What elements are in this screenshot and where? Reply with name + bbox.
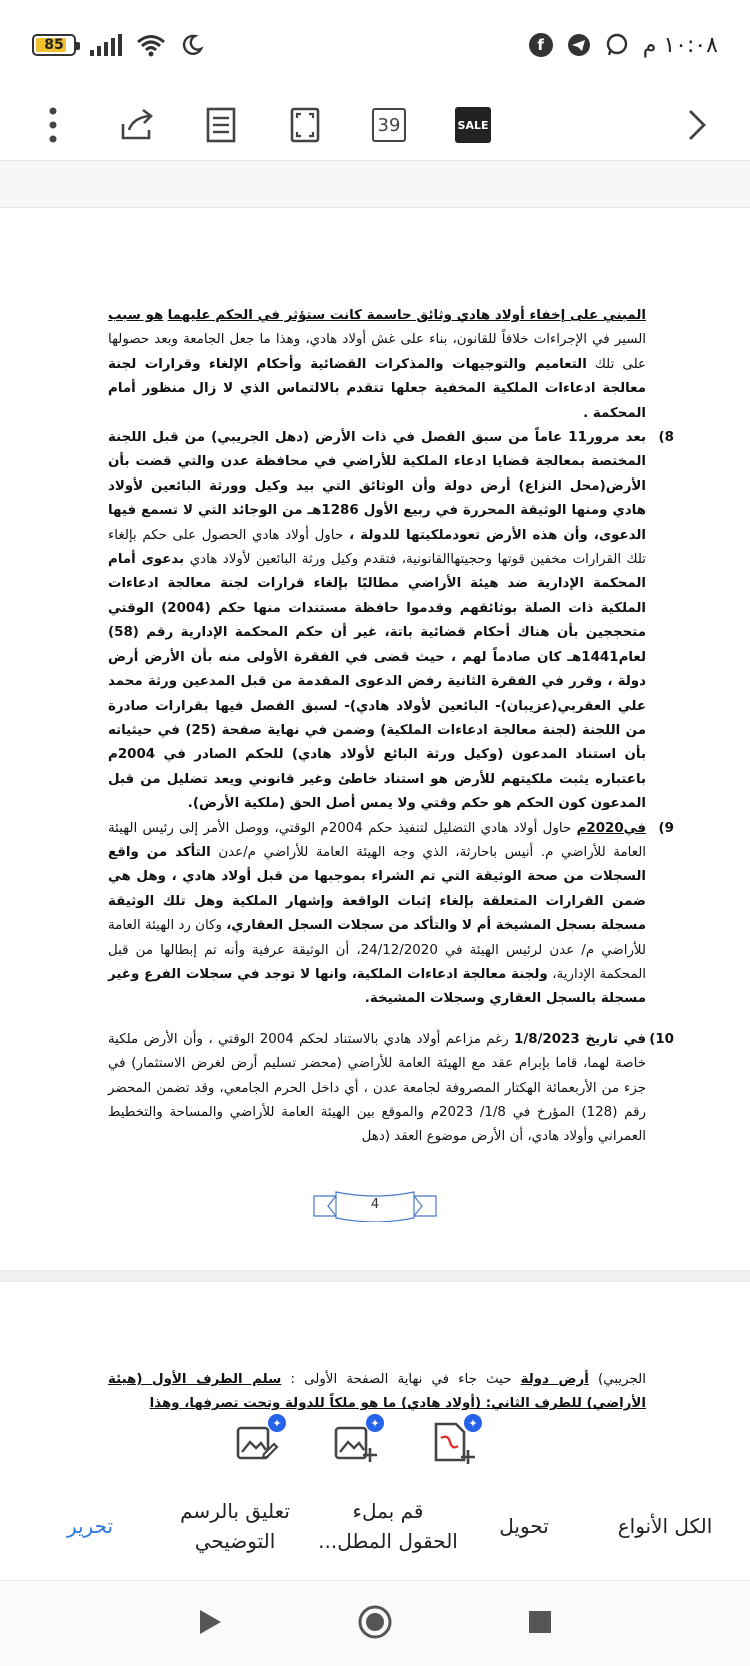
image-edit-icon[interactable] <box>234 1416 282 1466</box>
document-page <box>0 208 750 1270</box>
status-bar <box>0 0 750 90</box>
edit-button[interactable]: تحرير <box>66 1514 114 1538</box>
document-text <box>108 304 674 1150</box>
whatsapp-icon <box>605 33 629 57</box>
toolbar <box>0 90 750 160</box>
fullscreen-icon[interactable] <box>282 102 328 148</box>
moon-icon <box>180 33 204 57</box>
navigation-bar <box>0 1580 750 1666</box>
play-icon[interactable] <box>197 1608 223 1640</box>
ai-badge-icon: ✦ <box>366 1414 384 1432</box>
record-icon[interactable] <box>357 1604 393 1644</box>
document-text-next: الجريبي) أرض دولة حيث جاء في نهاية الصفحة الأولى : سلم الطرف الأول (هيئة الأراضي) للطرف الثاني: (أولاد هادي) ما هو ملكاً للدولة وتحت تصرفها، وهذا <box>108 1372 646 1412</box>
page-separator <box>0 160 750 208</box>
reader-icon[interactable] <box>198 102 244 148</box>
action-row <box>0 1478 750 1574</box>
page-number: 4 <box>370 1197 380 1212</box>
signal-icon <box>90 34 122 56</box>
fill-fields-button[interactable]: قم بملء الحقول المطل... <box>318 1499 458 1553</box>
ai-badge-icon: ✦ <box>268 1414 286 1432</box>
ai-badge-icon: ✦ <box>464 1414 482 1432</box>
item-9: 9) في2020م حاول أولاد هادي التضليل لتنفيذ حكم 2004م الوقتي، ووصل الأمر إلى رئيس الهيئة العامة للأراضي م. أنيس باحارثة، الذي وجه الهيئة العامة للأراضي م/عدن التأكد من واقع السجلات من صحة الوثيقة التي تم الشراء بموجبها من قبل أولاد هادي ، وهل هي ضمن القرارات المتعلقة بإلغاء إثبات الواقعة وإشهار الملكية وهل تلك الوثيقة مسجلة بسجل المشيخة أم لا والتأكد من سجلات السجل العقاري، وكان رد الهيئة العامة للأراضي م/ عدن لرئيس الهيئة في 24/12/2020، أن الوثيقة عرفية وأنه تم إبطالها من قبل المحكمة الإدارية، ولجنة معالجة ادعاءات الملكية، وانها لا توجد في سجلات الفرع وغير مسجلة بالسجل العقاري وسجلات المشيخة. <box>108 820 674 1007</box>
item-10: 10) في تاريخ 1/8/2023 رغم مزاعم أولاد هادي بالاستناد لحكم 2004 الوقتي ، وأن الأرض ملكية خاصة لهما، قاما بإبرام عقد مع الهيئة العامة للأراضي (محضر تسليم أرض لغرض الاستثمار) في جزء من الأربعمائة الهكتار المصروفة لجامعة عدن ، أي داخل الحرم الجامعي، وقد تضمن المحضر رقم (128) المؤرخ في 1/8/ 2023م والموقع بين الهيئة العامة للأراضي والمساحة والتخطيط العمراني وأولاد هادي، أن الأرض موضوع العقد (دهل <box>108 1031 674 1145</box>
facebook-icon: f <box>529 33 553 57</box>
more-icon[interactable] <box>30 102 76 148</box>
wifi-icon <box>136 33 166 57</box>
convert-button[interactable]: تحويل <box>499 1514 549 1538</box>
sale-icon[interactable]: SALE <box>450 102 496 148</box>
annotate-button[interactable]: تعليق بالرسم التوضيحي <box>180 1499 290 1553</box>
pdf-ai-icon[interactable] <box>430 1416 478 1466</box>
document-page-next <box>0 1282 750 1412</box>
battery-icon <box>32 34 76 56</box>
status-left <box>32 33 204 57</box>
intro-paragraph: المبني على إخفاء أولاد هادي وثائق حاسمة كانت ستؤثر في الحكم عليهما هو سبب السير في الإجراءات خلافاً للقانون، بناء على غش أولاد هادي، وهذا ما جعل الجامعة وبعد حصولها على تلك التعاميم والتوجيهات والمذكرات القضائية وأحكام الإلغاء وقرارات لجنة معالجة ادعاءات الملكية المخفية جعلها تتقدم بالالتماس الذي لا زال منظور أمام المحكمة . <box>108 308 646 421</box>
telegram-icon <box>567 33 591 57</box>
forward-icon[interactable] <box>674 102 720 148</box>
page-count[interactable]: 39 <box>366 102 412 148</box>
bottom-toolbar <box>0 1412 750 1580</box>
item-8: 8) بعد مرور11 عاماً من سبق الفصل في ذات الأرض (دهل الجريبي) من قبل اللجنة المختصة بمعالجة قضايا ادعاء الملكية للأراضي في محافظة عدن والتي قضت بأن الأرض(محل النزاع) أرض دولة وأن الوثائق التي بيد وكيل وورثة البائعين لأولاد هادي ومنها الوثيقة المحررة في ربيع الأول 1286هـ من الوجائد التي لا تسمع فيها الدعوى، وأن هذه الأرض تعودملكيتها للدولة ، حاول أولاد هادي الحصول على حكم بإلغاء تلك القرارات مخفين قوتها وحجيتهاالقانونية، فتقدم وكيل ورثة البائعين لأولاد هادي بدعوى أمام المحكمة الإدارية ضد هيئة الأراضي مطالبًا بإلغاء قرارات لجنة معالجة ادعاءات الملكية ذات الصلة بوثائقهم وقدموا حافظة مستندات منها حكم (2004) الوقتي متحججين بأن هناك أحكام قضائية باتة، غير أن حكم المحكمة الإدارية رقم (58) لعام1441هـ كان صادماً لهم ، حيث قضى في الفقرة الأولى منه بأن الأرض أرض دولة ، وقرر في الفقرة الثانية رفض الدعوى المقدمة من قبل المدعين ورثة محمد علي العقربي(عزيبان)- البائعين لأولاد هادي)- لسبق الفصل فيها بقرارات صادرة من اللجنة (لجنة معالجة ادعاءات الملكية) وضمن في نهاية صفحة (25) في حيثياته بأن استناد المدعون (وكيل ورثة البائع لأولاد هادي) للحكم الصادر في 2004م باعتباره يثبت ملكيتهم للأرض هو استناد خاطئ وغير قانوني ويعد تضليل من قبل المدعون كون الحكم هو حكم وقتي ولا يمس أصل الحق (ملكية الأرض). <box>108 430 674 812</box>
stop-icon[interactable] <box>527 1609 553 1639</box>
share-icon[interactable] <box>114 102 160 148</box>
page-separator-2 <box>0 1270 750 1282</box>
page-number-banner <box>312 1190 438 1222</box>
ai-tools-row <box>0 1416 750 1470</box>
status-right <box>529 33 718 58</box>
all-types-button[interactable]: الكل الأنواع <box>617 1514 713 1538</box>
battery-level: 85 <box>44 37 64 53</box>
image-add-icon[interactable] <box>332 1416 380 1466</box>
clock: ١٠:٠٨ م <box>642 32 718 58</box>
